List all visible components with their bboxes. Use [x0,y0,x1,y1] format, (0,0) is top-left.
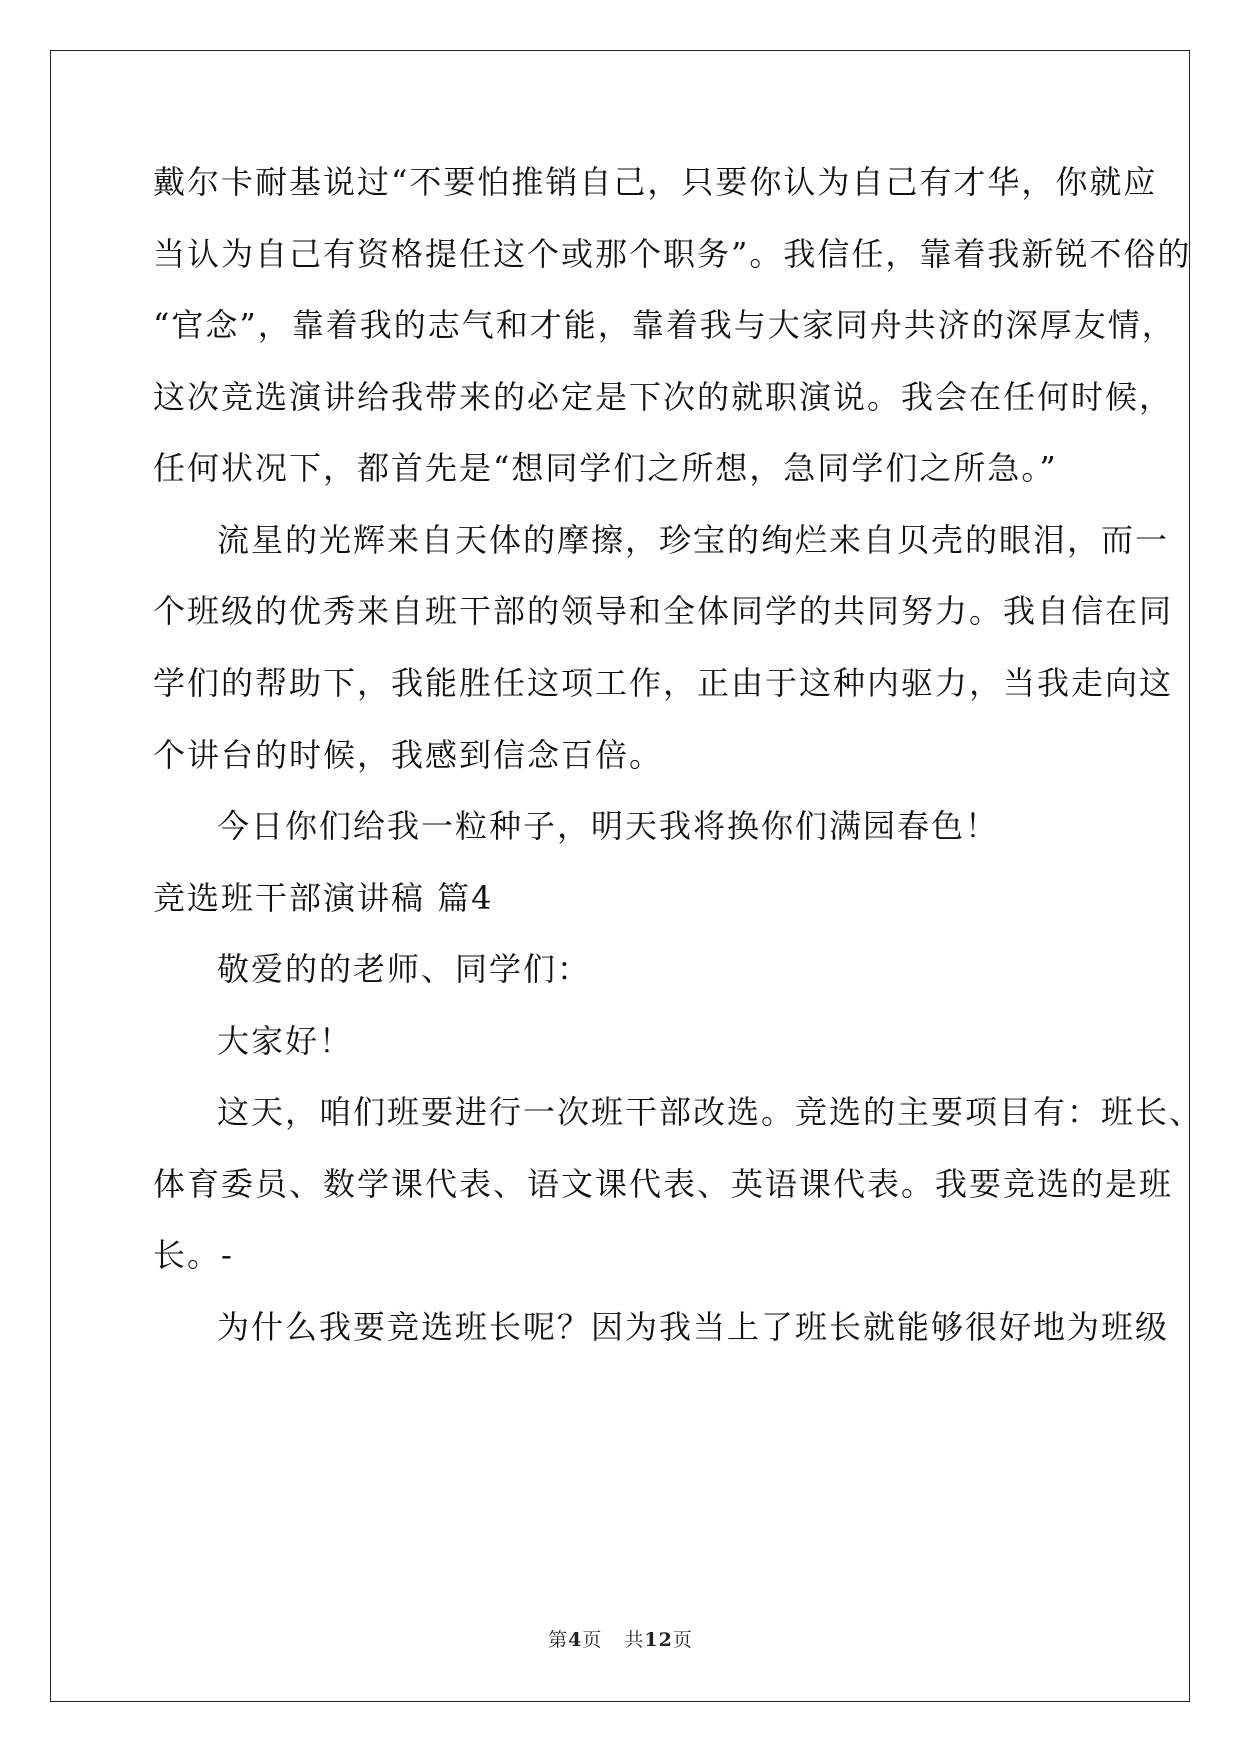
footer-total-suffix: 页 [672,1629,693,1651]
footer-total-pages: 12 [644,1629,673,1651]
paragraph-line: 流星的光辉来自天体的摩擦，珍宝的绚烂来自贝壳的眼泪，而一 [217,521,1170,559]
paragraph-line: 为什么我要竞选班长呢？因为我当上了班长就能够很好地为班级 [217,1308,1170,1346]
paragraph-line: 戴尔卡耐基说过“不要怕推销自己，只要你认为自己有才华，你就应 [153,163,1158,201]
page-footer [0,1628,1241,1652]
paragraph-line: 任何状况下，都首先是“想同学们之所想，急同学们之所急。” [153,449,1058,487]
paragraph-line: 今日你们给我一粒种子，明天我将换你们满园春色！ [217,807,1000,845]
paragraph-line: 体育委员、数学课代表、语文课代表、英语课代表。我要竞选的是班 [153,1165,1174,1203]
footer-prefix: 第 [548,1629,569,1651]
paragraph-line: 这天，咱们班要进行一次班干部改选。竞选的主要项目有：班长、 [217,1093,1204,1131]
paragraph-line: 当认为自己有资格提任这个或那个职务”。我信任，靠着我新锐不俗的 [153,235,1192,273]
section-heading: 竞选班干部演讲稿 篇4 [153,879,494,917]
paragraph-line: “官念”，靠着我的志气和才能，靠着我与大家同舟共济的深厚友情， [153,306,1176,344]
footer-page-number: 4 [568,1629,583,1651]
paragraph-line: 个讲台的时候，我感到信念百倍。 [153,736,664,774]
paragraph-line: 个班级的优秀来自班干部的领导和全体同学的共同努力。我自信在同 [153,592,1174,630]
footer-page-suffix: 页 [582,1629,603,1651]
footer-total-prefix: 共 [624,1629,645,1651]
greeting: 大家好！ [217,1022,354,1060]
paragraph-line: 长。- [153,1236,234,1274]
salutation: 敬爱的的老师、同学们： [217,950,592,988]
paragraph-line: 学们的帮助下，我能胜任这项工作，正由于这种内驱力，当我走向这 [153,664,1174,702]
page-frame [50,50,1190,1702]
paragraph-line: 这次竞选演讲给我带来的必定是下次的就职演说。我会在任何时候， [153,378,1174,416]
